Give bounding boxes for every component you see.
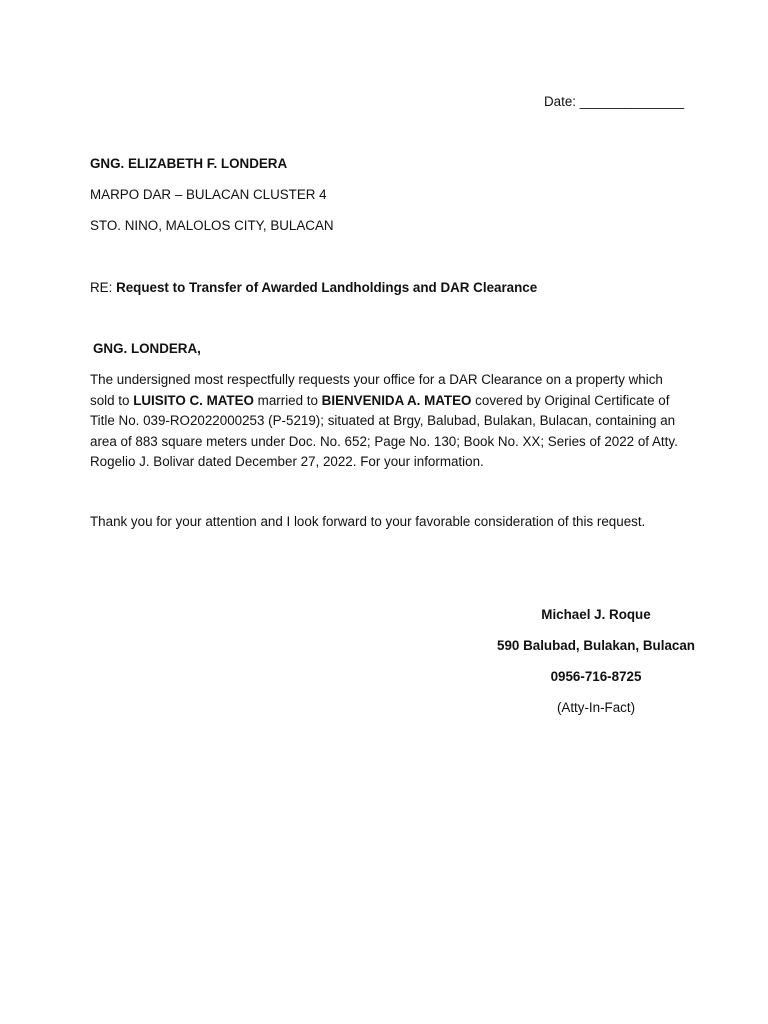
re-subject: Request to Transfer of Awarded Landholdings and DAR Clearance (116, 280, 538, 295)
addressee-name: GNG. ELIZABETH F. LONDERA (90, 156, 288, 171)
body-paragraph (90, 370, 680, 473)
buyer-name: LUISITO C. MATEO (133, 392, 254, 408)
signatory-role: (Atty-In-Fact) (556, 700, 636, 715)
signatory-name: Michael J. Roque (541, 607, 651, 622)
addressee-office: MARPO DAR – BULACAN CLUSTER 4 (90, 187, 327, 202)
date-label: Date: (544, 94, 577, 109)
date-blank: ______________ (579, 94, 685, 109)
body-text-part3: covered by Original Certificate of Title No. 039-RO2022000253 (P-5219); situated at Brgy, Balubad, Bulakan, Bulacan, containing an area of 883 square meters under Doc. No. 652; Page No. 130; Book No. XX; Series of 2022 of Atty. Rogelio J. Bolivar dated December 27, 2022. For your information. (90, 392, 678, 469)
addressee-location: STO. NINO, MALOLOS CITY, BULACAN (90, 218, 334, 233)
re-line (90, 278, 537, 299)
salutation: GNG. LONDERA, (93, 341, 201, 356)
body-text-part1: The undersigned most respectfully requests your office for a DAR Clearance on a property which sold to (90, 372, 663, 408)
closing-sentence: Thank you for your attention and I look forward to your favorable consideration of this request. (90, 514, 646, 529)
re-label: RE: (90, 280, 113, 295)
date-line (544, 92, 684, 113)
spouse-name: BIENVENIDA A. MATEO (321, 392, 472, 408)
signatory-address: 590 Balubad, Bulakan, Bulacan (497, 638, 695, 653)
body-text-part2: married to (253, 392, 322, 408)
signatory-phone: 0956-716-8725 (550, 669, 642, 684)
